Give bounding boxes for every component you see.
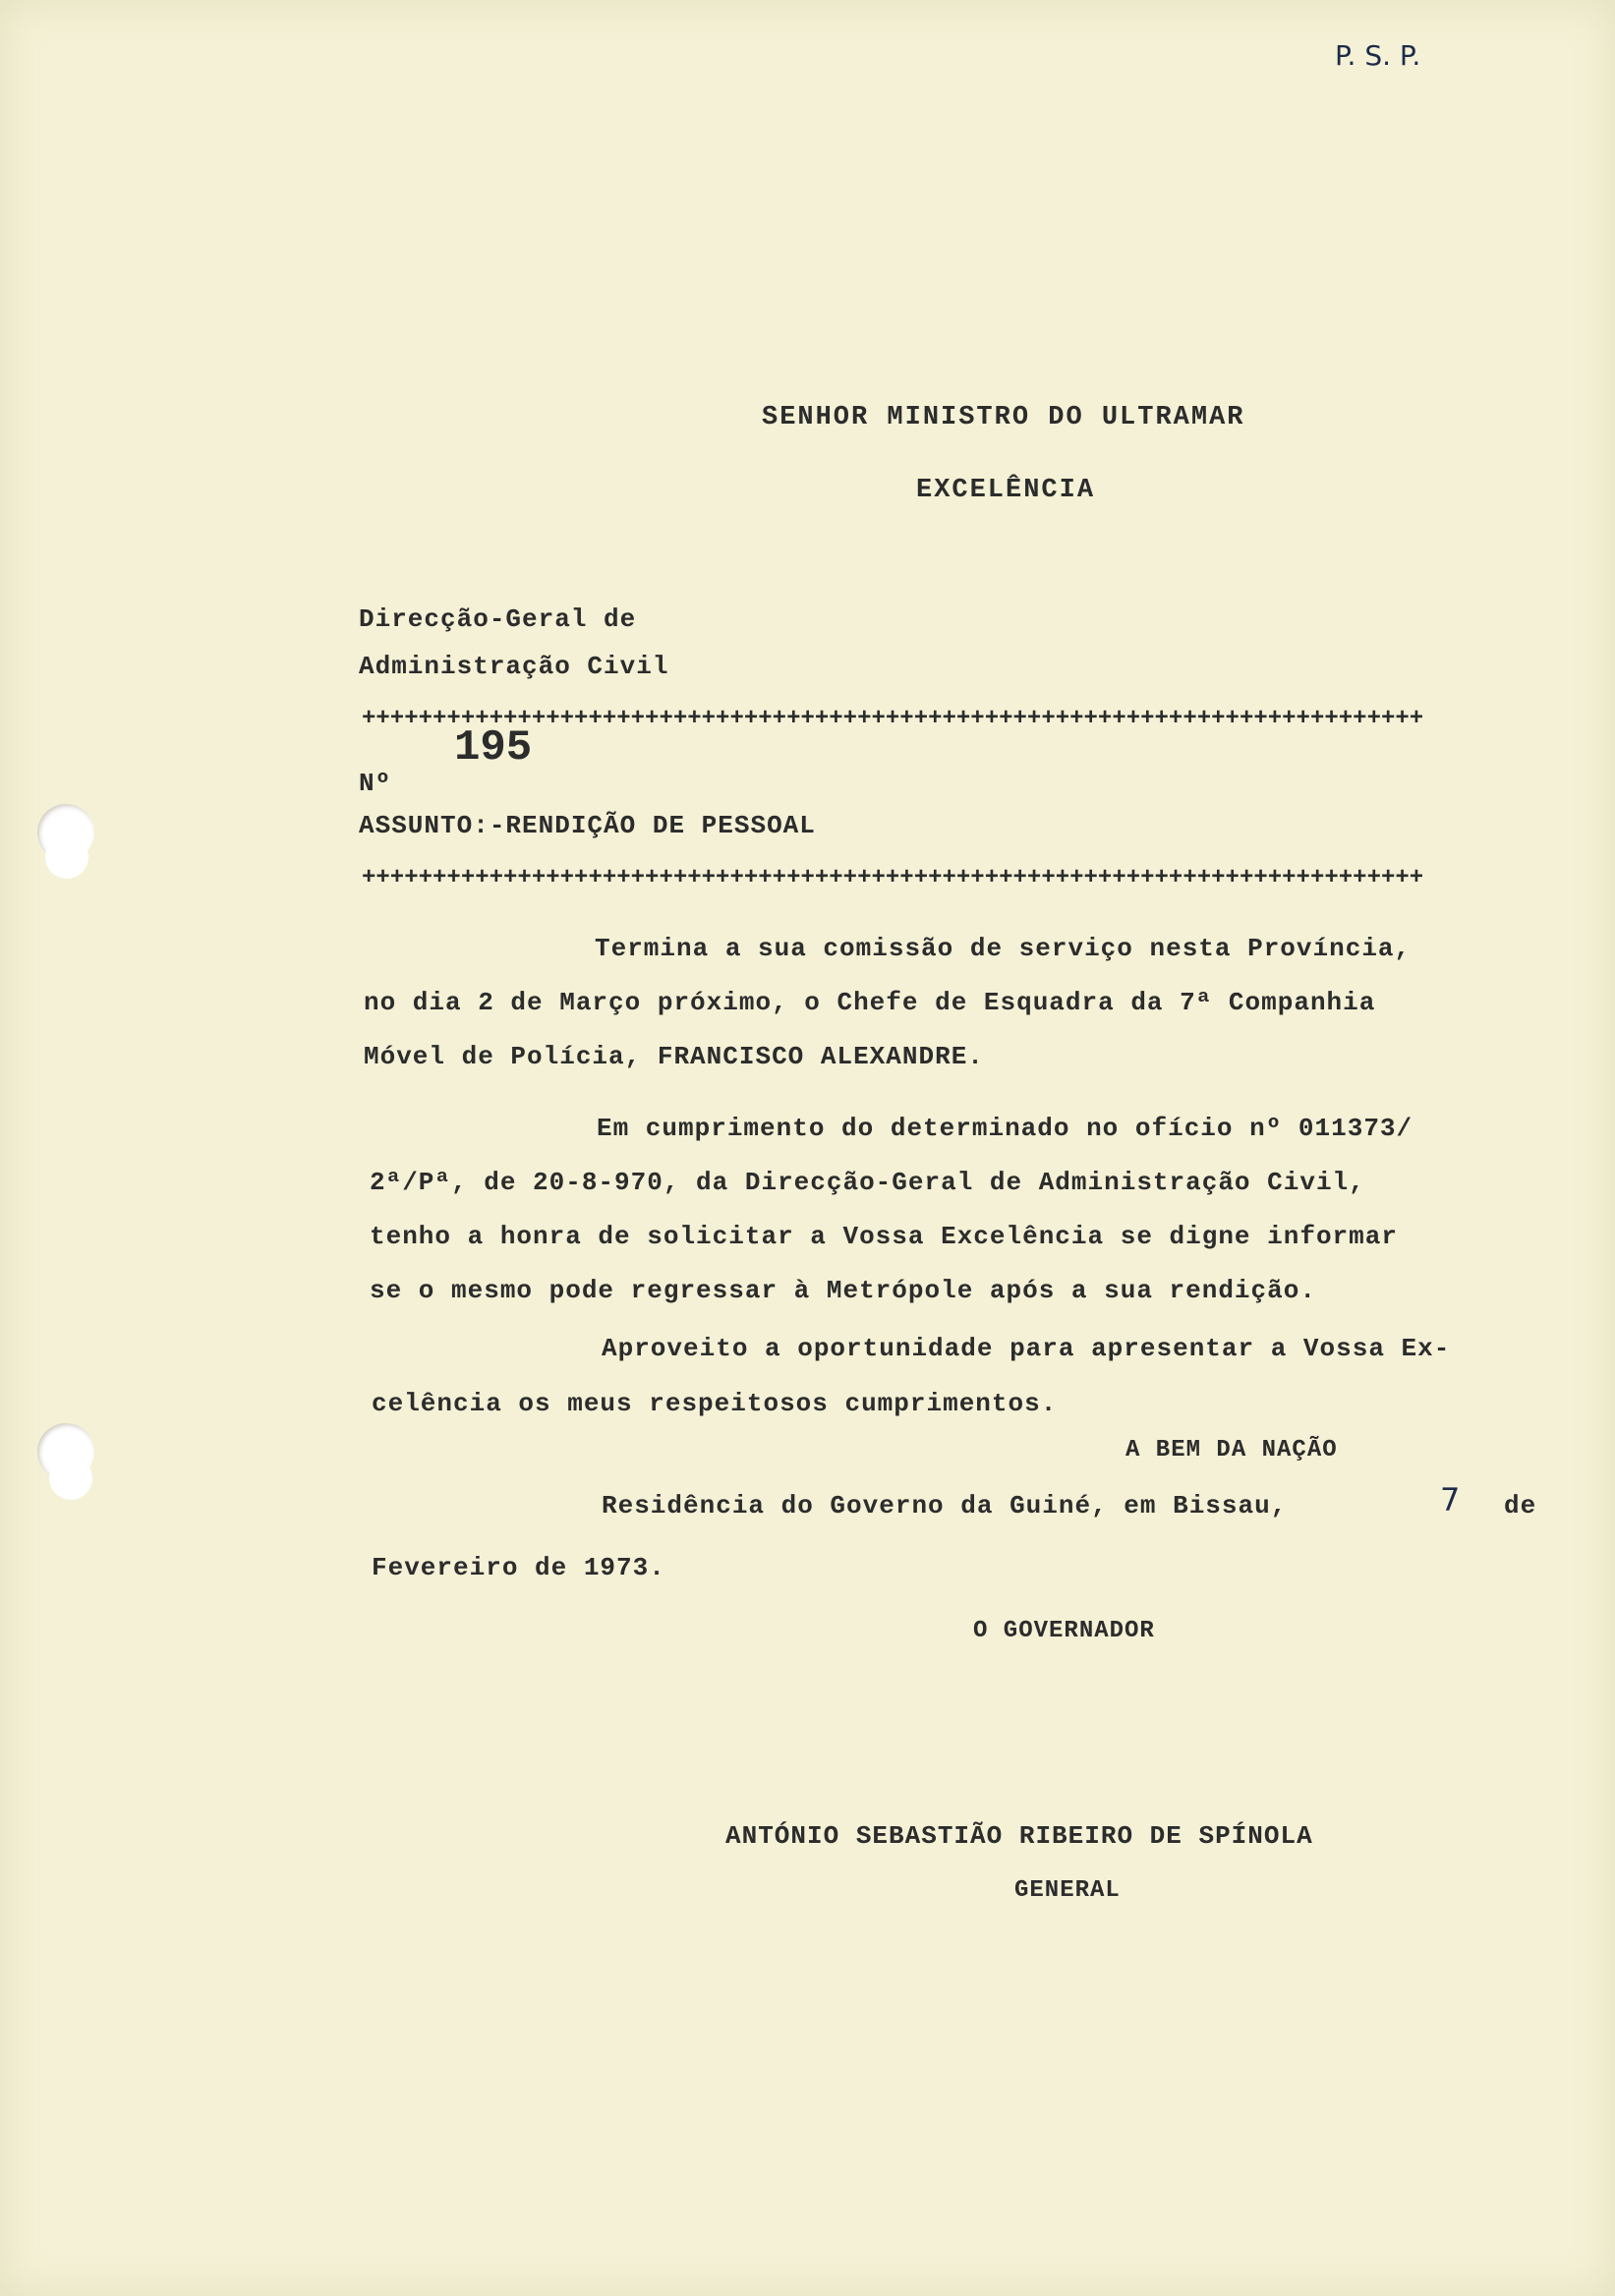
department-line-1: Direcção-Geral de bbox=[359, 604, 637, 634]
paragraph-1-line-3: Móvel de Polícia, FRANCISCO ALEXANDRE. bbox=[364, 1042, 984, 1071]
paragraph-2-line-3: tenho a honra de solicitar a Vossa Excelência se digne informar bbox=[370, 1222, 1398, 1251]
signature-rank: GENERAL bbox=[1014, 1877, 1121, 1904]
paragraph-2-line-4: se o mesmo pode regressar à Metrópole após a sua rendição. bbox=[370, 1276, 1316, 1305]
paragraph-2-line-1: Em cumprimento do determinado no ofício nº 011373/ bbox=[597, 1114, 1413, 1143]
salutation-heading: EXCELÊNCIA bbox=[916, 476, 1096, 505]
place-date-line-1: Residência do Governo da Guiné, em Bissau, bbox=[602, 1491, 1288, 1521]
closing-motto: A BEM DA NAÇÃO bbox=[1125, 1437, 1338, 1464]
paragraph-3-line-1: Aproveito a oportunidade para apresentar a Vossa Ex- bbox=[602, 1334, 1451, 1363]
place-date-line-2: Fevereiro de 1973. bbox=[372, 1553, 665, 1582]
addressee-heading: SENHOR MINISTRO DO ULTRAMAR bbox=[762, 403, 1245, 432]
paragraph-1-line-1: Termina a sua comissão de serviço nesta Província, bbox=[595, 934, 1412, 963]
punch-hole-top-lobe bbox=[45, 835, 88, 879]
separator-bottom: +++++++++++++++++++++++++++++++++++++++++++++++++++++++++++++++++++++++++++ bbox=[362, 865, 1424, 891]
handwritten-day: 7 bbox=[1440, 1481, 1461, 1519]
separator-top: +++++++++++++++++++++++++++++++++++++++++++++++++++++++++++++++++++++++++++ bbox=[362, 706, 1424, 732]
paragraph-2-line-2: 2ª/Pª, de 20-8-970, da Direcção-Geral de Administração Civil, bbox=[370, 1168, 1365, 1197]
signature-name: ANTÓNIO SEBASTIÃO RIBEIRO DE SPÍNOLA bbox=[725, 1821, 1313, 1851]
signature-role: O GOVERNADOR bbox=[973, 1618, 1155, 1644]
department-line-2: Administração Civil bbox=[359, 652, 669, 681]
subject-line: ASSUNTO:-RENDIÇÃO DE PESSOAL bbox=[359, 811, 816, 840]
paragraph-3-line-2: celência os meus respeitosos cumprimentos. bbox=[372, 1389, 1058, 1418]
corner-mark: P. S. P. bbox=[1335, 39, 1421, 72]
reference-label: Nº bbox=[359, 769, 392, 798]
paragraph-1-line-2: no dia 2 de Março próximo, o Chefe de Esquadra da 7ª Companhia bbox=[364, 988, 1376, 1017]
place-date-de: de bbox=[1504, 1491, 1537, 1521]
reference-number: 195 bbox=[454, 723, 533, 773]
punch-hole-bottom-lobe bbox=[49, 1457, 92, 1500]
